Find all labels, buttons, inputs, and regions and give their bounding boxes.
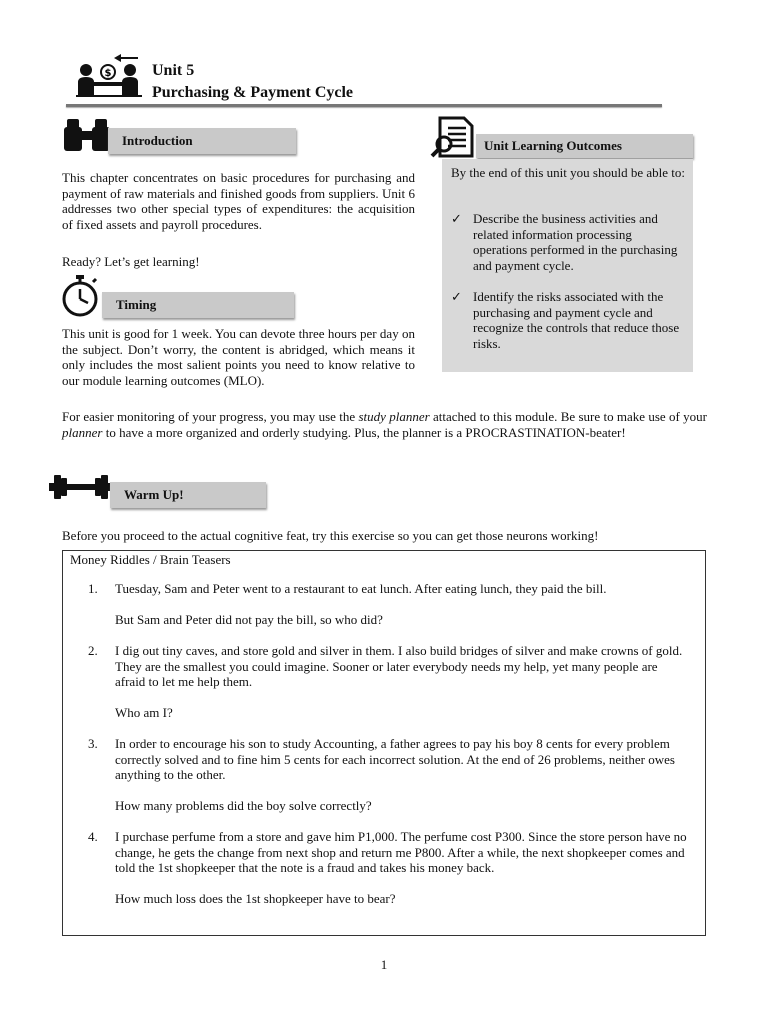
check-icon: ✓ [451, 211, 462, 226]
binoculars-icon [63, 117, 111, 153]
ready-text: Ready? Let’s get learning! [62, 254, 200, 269]
outcome-item: ✓ Describe the business activities and related information processing operations performed in the purchasing and payment cycle. [451, 211, 678, 273]
planner-emphasis: planner [62, 424, 103, 440]
study-planner-emphasis: study planner [358, 409, 430, 424]
riddles-title: Money Riddles / Brain Teasers [70, 552, 231, 567]
page-number: 1 [380, 957, 388, 972]
outcomes-list [451, 211, 687, 367]
riddle-item: 2. I dig out tiny caves, and store gold and silver in them. I also build bridges of silver and make crowns of gold. They are the smallest you could imagine. Sooner or later everybody needs my help, yet many people are afraid to let me help them. Who am I? [88, 643, 688, 721]
riddle-question: How many problems did the boy solve correctly? [115, 798, 372, 813]
riddle-question: How much loss does the 1st shopkeeper have to bear? [115, 891, 396, 906]
introduction-heading: Introduction [108, 128, 296, 154]
warmup-intro: Before you proceed to the actual cognitive feat, try this exercise so you can get those neurons working! [62, 528, 599, 543]
stopwatch-icon [58, 275, 102, 317]
outcomes-box [442, 159, 693, 372]
outcomes-intro: By the end of this unit you should be able to: [451, 165, 685, 180]
riddle-item: 1. Tuesday, Sam and Peter went to a restaurant to eat lunch. After eating lunch, they paid the bill. But Sam and Peter did not pay the bill, so who did? [88, 581, 688, 628]
warmup-heading: Warm Up! [110, 482, 266, 508]
riddle-item: 4. I purchase perfume from a store and gave him P1,000. The perfume cost P300. Since the store person have no change, he gets the change from next shop and return me P800. After a while, the next shopkeeper comes and told the 1st shopkeeper that the note is a fraud and takes his money back. How much loss does the 1st shopkeeper have to bear? [88, 829, 687, 906]
timing-paragraph: This unit is good for 1 week. You can devote three hours per day on the subject. Don’t worry, the content is abridged, which means it only includes the most salient points you need to know relative to our module learning outcomes (MLO). [62, 326, 415, 388]
riddle-item: 3. In order to encourage his son to study Accounting, a father agrees to pay his boy 8 cents for every problem correctly solved and to fine him 5 cents for each incorrect solution. At the end of 26 problems, neither owes anything to the other. How many problems did the boy solve correctly? [88, 736, 688, 814]
document-search-icon [430, 116, 476, 158]
header-rule [66, 104, 662, 107]
dumbbell-icon [49, 472, 113, 502]
riddle-question: But Sam and Peter did not pay the bill, so who did? [115, 612, 383, 627]
riddles-box [62, 550, 706, 936]
money-exchange-icon [76, 52, 142, 98]
unit-label: Unit 5 [152, 62, 195, 79]
page-title: Purchasing & Payment Cycle [152, 84, 354, 101]
timing-heading: Timing [102, 292, 294, 318]
outcomes-heading: Unit Learning Outcomes [476, 134, 693, 158]
svg-text:$: $ [104, 68, 112, 79]
riddle-question: Who am I? [115, 705, 173, 720]
check-icon: ✓ [451, 289, 462, 304]
riddles-list [88, 581, 688, 922]
planner-paragraph: For easier monitoring of your progress, you may use the study planner attached to this module. Be sure to make use of your planner to have a more organized and orderly studying. Plus, the planner is a PROCRASTINATION-beater! [62, 409, 708, 440]
introduction-paragraph: This chapter concentrates on basic procedures for purchasing and payment of raw materials and finished goods from suppliers. Unit 6 addresses two other special types of expenditures: the acquisition of fixed assets and payroll procedures. [62, 170, 415, 232]
outcome-item: ✓ Identify the risks associated with the purchasing and payment cycle and recognize the controls that reduce those risks. [451, 289, 680, 351]
